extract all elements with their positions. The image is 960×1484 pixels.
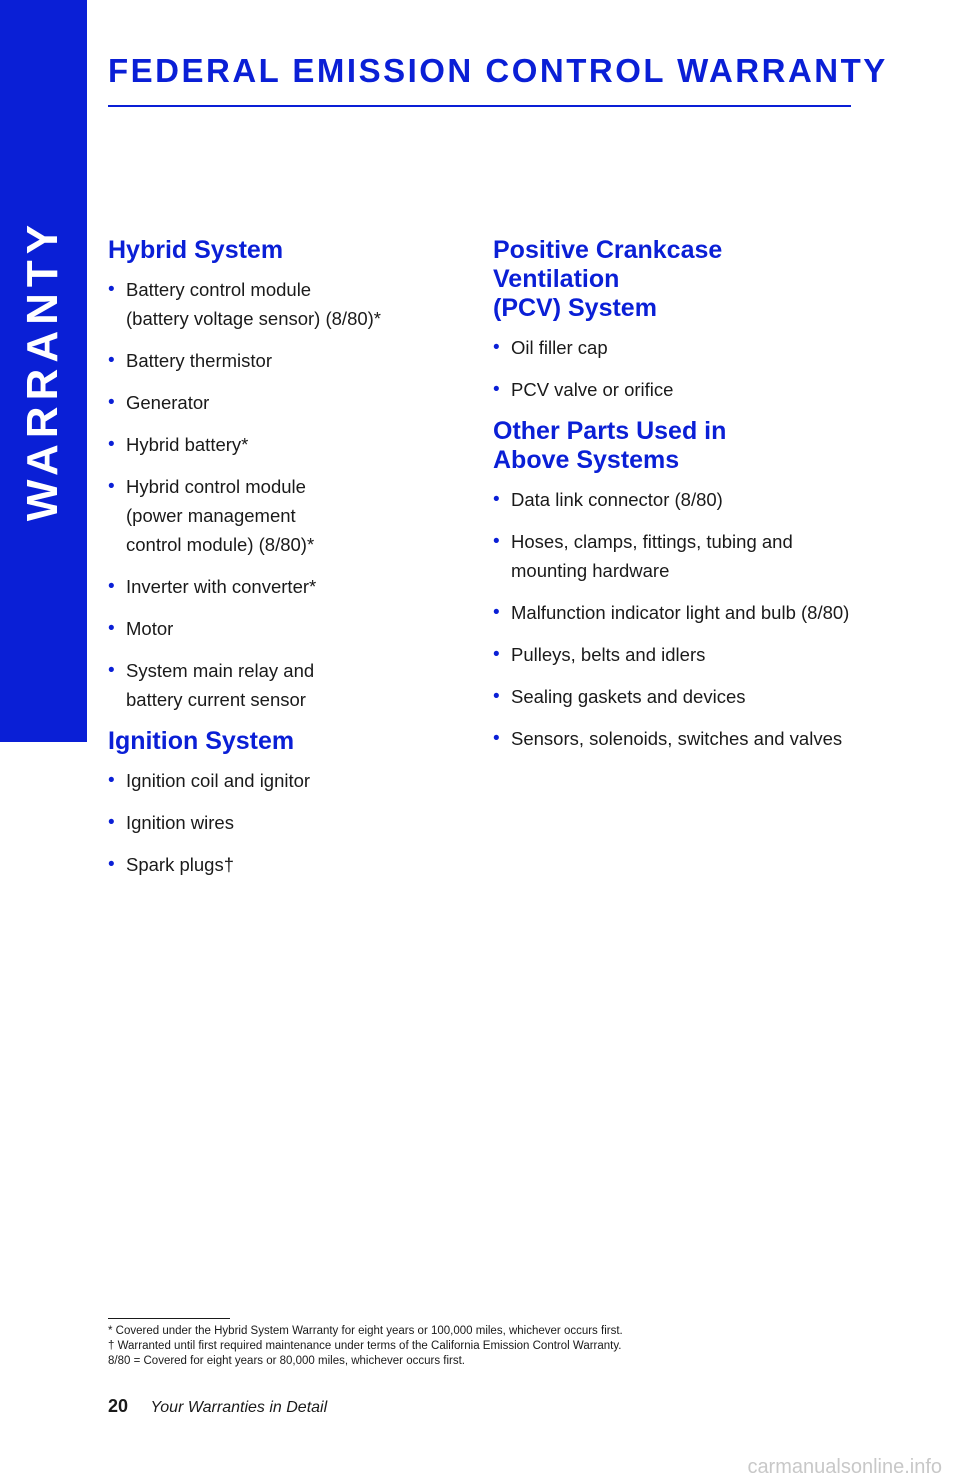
list-item: [108, 572, 458, 601]
list-item-text: • Battery thermistor: [126, 350, 272, 371]
footnote-dagger: † Warranted until first required maintenance under terms of the California Emission Control Warranty.: [108, 1340, 622, 1352]
list-item-text: • Pulleys, belts and idlers: [511, 644, 706, 665]
footnote-8-80: 8/80 = Covered for eight years or 80,000 miles, whichever occurs first.: [108, 1355, 465, 1367]
list-item-text: • Hybrid battery*: [126, 434, 249, 455]
heading-line: Positive Crankcase Ventilation: [493, 236, 723, 293]
list-item-text: (battery voltage sensor) (8/80)*: [126, 308, 382, 329]
list-item-text: battery current sensor: [126, 689, 306, 710]
right-column: [493, 236, 853, 766]
pcv-system-list: [493, 333, 853, 404]
list-item: [493, 724, 853, 753]
list-item: [108, 614, 458, 643]
list-item-text: • Sensors, solenoids, switches and valves: [511, 728, 843, 749]
list-item: [493, 527, 853, 585]
list-item: [108, 346, 458, 375]
list-item: [493, 485, 853, 514]
list-item-text: • Generator: [126, 392, 210, 413]
hybrid-system-list: [108, 275, 458, 714]
list-item-text: • Oil filler cap: [511, 337, 608, 358]
footer-section-title: Your Warranties in Detail: [150, 1399, 328, 1416]
hybrid-system-heading: Hybrid System: [108, 236, 284, 264]
list-item-text: • Ignition coil and ignitor: [126, 770, 311, 791]
side-tab-label: WARRANTY: [18, 218, 67, 522]
footnotes: [108, 1324, 868, 1369]
title-divider: [108, 105, 851, 107]
list-item-text: • System main relay and: [126, 660, 315, 681]
page-title: FEDERAL EMISSION CONTROL WARRANTY: [108, 52, 888, 89]
list-item: [108, 808, 458, 837]
list-item: [108, 388, 458, 417]
ignition-system-heading: Ignition System: [108, 727, 295, 755]
other-parts-heading: [493, 417, 853, 475]
list-item: [108, 656, 458, 714]
list-item-text: • Motor: [126, 618, 174, 639]
watermark: carmanualsonline.info: [747, 1456, 942, 1478]
list-item: [108, 766, 458, 795]
list-item-text: • Spark plugs†: [126, 854, 234, 875]
list-item-text: • Data link connector (8/80): [511, 489, 723, 510]
list-item: [108, 850, 458, 879]
list-item-text: • Sealing gaskets and devices: [511, 686, 746, 707]
heading-line: Other Parts Used in: [493, 417, 727, 445]
list-item: [108, 430, 458, 459]
list-item-text: • Inverter with converter*: [126, 576, 317, 597]
list-item-text: • Ignition wires: [126, 812, 234, 833]
page-number: 20: [108, 1396, 129, 1416]
list-item: [493, 598, 853, 627]
list-item-text: • PCV valve or orifice: [511, 379, 674, 400]
list-item-text: (power management: [126, 505, 296, 526]
list-item-text: • Malfunction indicator light and bulb (8/80): [511, 602, 850, 623]
list-item: [493, 375, 853, 404]
footnote-asterisk: * Covered under the Hybrid System Warranty for eight years or 100,000 miles, whichever occurs first.: [108, 1325, 623, 1337]
pcv-system-heading: [493, 236, 853, 323]
ignition-system-list: [108, 766, 458, 879]
list-item-text: mounting hardware: [511, 560, 670, 581]
list-item-text: • Hybrid control module: [126, 476, 306, 497]
list-item: [108, 275, 458, 333]
list-item: [493, 333, 853, 362]
heading-line: (PCV) System: [493, 294, 657, 322]
page-footer: [108, 1396, 327, 1417]
list-item: [493, 682, 853, 711]
list-item: [108, 472, 458, 559]
list-item-text: • Battery control module: [126, 279, 312, 300]
list-item-text: • Hoses, clamps, fittings, tubing and: [511, 531, 793, 552]
footnote-divider: [108, 1318, 230, 1319]
side-tab: [0, 0, 87, 742]
left-column: [108, 236, 458, 892]
list-item-text: control module) (8/80)*: [126, 534, 315, 555]
list-item: [493, 640, 853, 669]
heading-line: Above Systems: [493, 446, 680, 474]
other-parts-list: [493, 485, 853, 753]
